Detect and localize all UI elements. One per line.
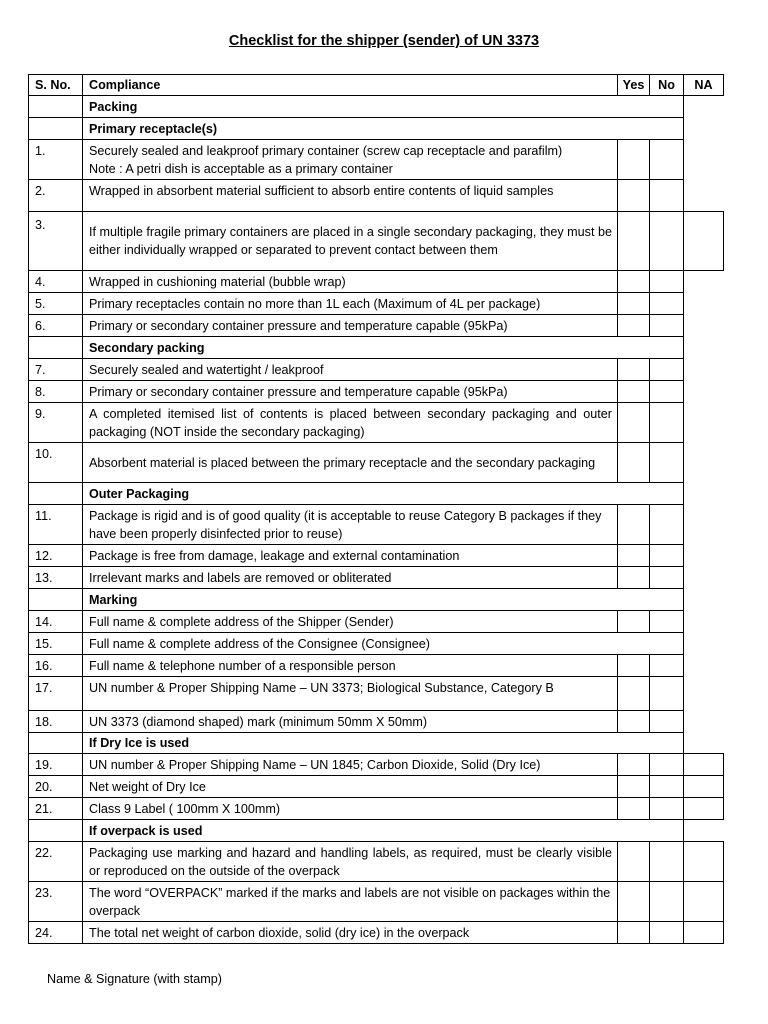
yes-checkbox[interactable] bbox=[618, 359, 650, 381]
section-outer-packaging: Outer Packaging bbox=[83, 483, 684, 505]
na-checkbox[interactable] bbox=[684, 882, 724, 922]
item-text: Wrapped in absorbent material sufficient to absorb entire contents of liquid samples bbox=[83, 180, 618, 212]
item-number: 21. bbox=[29, 798, 83, 820]
yes-checkbox[interactable] bbox=[618, 315, 650, 337]
item-text: Primary receptacles contain no more than 1L each (Maximum of 4L per package) bbox=[83, 293, 618, 315]
table-row bbox=[29, 180, 724, 212]
section-row bbox=[29, 733, 724, 754]
yes-checkbox[interactable] bbox=[618, 882, 650, 922]
item-text: Package is free from damage, leakage and external contamination bbox=[83, 545, 618, 567]
item-note: Note : A petri dish is acceptable as a primary container bbox=[89, 161, 393, 176]
item-text: Class 9 Label ( 100mm X 100mm) bbox=[83, 798, 618, 820]
na-checkbox[interactable] bbox=[684, 798, 724, 820]
item-number: 9. bbox=[29, 403, 83, 443]
table-row bbox=[29, 403, 724, 443]
table-row bbox=[29, 271, 724, 293]
yes-checkbox[interactable] bbox=[618, 842, 650, 882]
no-checkbox[interactable] bbox=[650, 655, 684, 677]
item-number: 3. bbox=[29, 212, 83, 271]
item-text bbox=[83, 140, 618, 180]
section-secondary-packing: Secondary packing bbox=[83, 337, 684, 359]
col-na-header: NA bbox=[684, 75, 724, 96]
yes-checkbox[interactable] bbox=[618, 677, 650, 711]
table-row bbox=[29, 677, 724, 711]
yes-checkbox[interactable] bbox=[618, 545, 650, 567]
table-row bbox=[29, 655, 724, 677]
item-number: 2. bbox=[29, 180, 83, 212]
section-row bbox=[29, 96, 724, 118]
no-checkbox[interactable] bbox=[650, 842, 684, 882]
no-checkbox[interactable] bbox=[650, 611, 684, 633]
section-row bbox=[29, 337, 724, 359]
na-checkbox[interactable] bbox=[684, 922, 724, 944]
item-text: Package is rigid and is of good quality (it is acceptable to reuse Category B packages if they have been properly disinfected prior to reuse) bbox=[83, 505, 618, 545]
table-row bbox=[29, 505, 724, 545]
header-row bbox=[29, 75, 724, 96]
item-text: Primary or secondary container pressure and temperature capable (95kPa) bbox=[83, 381, 618, 403]
col-no-header: No bbox=[650, 75, 684, 96]
section-row bbox=[29, 589, 724, 611]
table-row bbox=[29, 776, 724, 798]
item-number: 23. bbox=[29, 882, 83, 922]
table-row bbox=[29, 842, 724, 882]
na-checkbox[interactable] bbox=[684, 776, 724, 798]
section-packing: Packing bbox=[83, 96, 684, 118]
item-number: 8. bbox=[29, 381, 83, 403]
item-number: 24. bbox=[29, 922, 83, 944]
col-sno-header: S. No. bbox=[29, 75, 83, 96]
table-row bbox=[29, 922, 724, 944]
signature-label: Name & Signature (with stamp) bbox=[47, 972, 222, 986]
no-checkbox[interactable] bbox=[650, 677, 684, 711]
na-checkbox[interactable] bbox=[684, 212, 724, 271]
no-checkbox[interactable] bbox=[650, 359, 684, 381]
no-checkbox[interactable] bbox=[650, 381, 684, 403]
item-text: The total net weight of carbon dioxide, solid (dry ice) in the overpack bbox=[83, 922, 618, 944]
item-text: Net weight of Dry Ice bbox=[83, 776, 618, 798]
yes-checkbox[interactable] bbox=[618, 567, 650, 589]
sno-cell bbox=[29, 337, 83, 359]
item-number: 22. bbox=[29, 842, 83, 882]
item-number: 15. bbox=[29, 633, 83, 655]
yes-checkbox[interactable] bbox=[618, 271, 650, 293]
no-checkbox[interactable] bbox=[650, 505, 684, 545]
sno-cell bbox=[29, 589, 83, 611]
no-checkbox[interactable] bbox=[650, 443, 684, 483]
item-number: 11. bbox=[29, 505, 83, 545]
item-text: UN number & Proper Shipping Name – UN 3373; Biological Substance, Category B bbox=[83, 677, 618, 711]
item-text: If multiple fragile primary containers are placed in a single secondary packaging, they must be either individually wrapped or separated to prevent contact between them bbox=[83, 212, 618, 271]
no-checkbox[interactable] bbox=[650, 545, 684, 567]
item-number: 7. bbox=[29, 359, 83, 381]
no-checkbox[interactable] bbox=[650, 403, 684, 443]
no-checkbox[interactable] bbox=[650, 315, 684, 337]
no-checkbox[interactable] bbox=[650, 567, 684, 589]
yes-checkbox[interactable] bbox=[618, 655, 650, 677]
item-text: Irrelevant marks and labels are removed or obliterated bbox=[83, 567, 618, 589]
col-yes-header: Yes bbox=[618, 75, 650, 96]
section-row bbox=[29, 483, 724, 505]
yes-checkbox[interactable] bbox=[618, 180, 650, 212]
item-number: 6. bbox=[29, 315, 83, 337]
no-checkbox[interactable] bbox=[650, 798, 684, 820]
col-compliance-header: Compliance bbox=[83, 75, 618, 96]
sno-cell bbox=[29, 118, 83, 140]
section-row bbox=[29, 820, 724, 842]
na-checkbox[interactable] bbox=[684, 754, 724, 776]
table-row bbox=[29, 315, 724, 337]
table-row bbox=[29, 754, 724, 776]
yes-checkbox[interactable] bbox=[618, 754, 650, 776]
no-checkbox[interactable] bbox=[650, 711, 684, 733]
item-text: Full name & complete address of the Shipper (Sender) bbox=[83, 611, 618, 633]
yes-checkbox[interactable] bbox=[618, 611, 650, 633]
no-checkbox[interactable] bbox=[650, 140, 684, 180]
no-checkbox[interactable] bbox=[650, 882, 684, 922]
item-number: 12. bbox=[29, 545, 83, 567]
table-row bbox=[29, 293, 724, 315]
table-row bbox=[29, 212, 724, 271]
item-text: A completed itemised list of contents is placed between secondary packaging and outer packaging (NOT inside the secondary packaging) bbox=[83, 403, 618, 443]
section-marking: Marking bbox=[83, 589, 684, 611]
table-row bbox=[29, 611, 724, 633]
yes-checkbox[interactable] bbox=[618, 212, 650, 271]
item-text: UN 3373 (diamond shaped) mark (minimum 50mm X 50mm) bbox=[83, 711, 618, 733]
yes-checkbox[interactable] bbox=[618, 922, 650, 944]
table-row bbox=[29, 567, 724, 589]
table-row bbox=[29, 798, 724, 820]
yes-checkbox[interactable] bbox=[618, 776, 650, 798]
table-row bbox=[29, 545, 724, 567]
table-row bbox=[29, 381, 724, 403]
no-checkbox[interactable] bbox=[650, 922, 684, 944]
item-number: 17. bbox=[29, 677, 83, 711]
item-number: 13. bbox=[29, 567, 83, 589]
item-text: Full name & telephone number of a responsible person bbox=[83, 655, 618, 677]
section-dry-ice: If Dry Ice is used bbox=[83, 733, 684, 754]
table-row bbox=[29, 443, 724, 483]
item-number: 18. bbox=[29, 711, 83, 733]
item-text: Packaging use marking and hazard and handling labels, as required, must be clearly visible or reproduced on the outside of the overpack bbox=[83, 842, 618, 882]
sno-cell bbox=[29, 733, 83, 754]
item-text: UN number & Proper Shipping Name – UN 1845; Carbon Dioxide, Solid (Dry Ice) bbox=[83, 754, 618, 776]
item-text: The word “OVERPACK” marked if the marks and labels are not visible on packages within the overpack bbox=[83, 882, 618, 922]
item-text: Full name & complete address of the Consignee (Consignee) bbox=[83, 633, 684, 655]
no-checkbox[interactable] bbox=[650, 754, 684, 776]
no-checkbox[interactable] bbox=[650, 776, 684, 798]
item-number: 5. bbox=[29, 293, 83, 315]
sno-cell bbox=[29, 820, 83, 842]
item-text: Wrapped in cushioning material (bubble wrap) bbox=[83, 271, 618, 293]
item-number: 1. bbox=[29, 140, 83, 180]
na-checkbox[interactable] bbox=[684, 842, 724, 882]
item-number: 16. bbox=[29, 655, 83, 677]
yes-checkbox[interactable] bbox=[618, 505, 650, 545]
no-checkbox[interactable] bbox=[650, 180, 684, 212]
table-row bbox=[29, 882, 724, 922]
item-number: 14. bbox=[29, 611, 83, 633]
yes-checkbox[interactable] bbox=[618, 381, 650, 403]
item-text: Absorbent material is placed between the primary receptacle and the secondary packaging bbox=[83, 443, 618, 483]
item-number: 10. bbox=[29, 443, 83, 483]
yes-checkbox[interactable] bbox=[618, 140, 650, 180]
yes-checkbox[interactable] bbox=[618, 711, 650, 733]
section-row bbox=[29, 118, 724, 140]
table-row bbox=[29, 359, 724, 381]
section-overpack: If overpack is used bbox=[83, 820, 684, 842]
item-text: Primary or secondary container pressure and temperature capable (95kPa) bbox=[83, 315, 618, 337]
item-number: 4. bbox=[29, 271, 83, 293]
section-primary-receptacles: Primary receptacle(s) bbox=[83, 118, 684, 140]
item-text-main: Securely sealed and leakproof primary container (screw cap receptacle and parafilm) bbox=[89, 143, 563, 158]
sno-cell bbox=[29, 96, 83, 118]
table-row bbox=[29, 140, 724, 180]
item-text: Securely sealed and watertight / leakproof bbox=[83, 359, 618, 381]
yes-checkbox[interactable] bbox=[618, 443, 650, 483]
no-checkbox[interactable] bbox=[650, 271, 684, 293]
sno-cell bbox=[29, 483, 83, 505]
no-checkbox[interactable] bbox=[650, 212, 684, 271]
table-row bbox=[29, 711, 724, 733]
item-number: 19. bbox=[29, 754, 83, 776]
yes-checkbox[interactable] bbox=[618, 798, 650, 820]
no-checkbox[interactable] bbox=[650, 293, 684, 315]
yes-checkbox[interactable] bbox=[618, 293, 650, 315]
checklist-table bbox=[28, 74, 724, 944]
page-title: Checklist for the shipper (sender) of UN 3373 bbox=[228, 33, 540, 49]
yes-checkbox[interactable] bbox=[618, 403, 650, 443]
item-number: 20. bbox=[29, 776, 83, 798]
table-row bbox=[29, 633, 724, 655]
